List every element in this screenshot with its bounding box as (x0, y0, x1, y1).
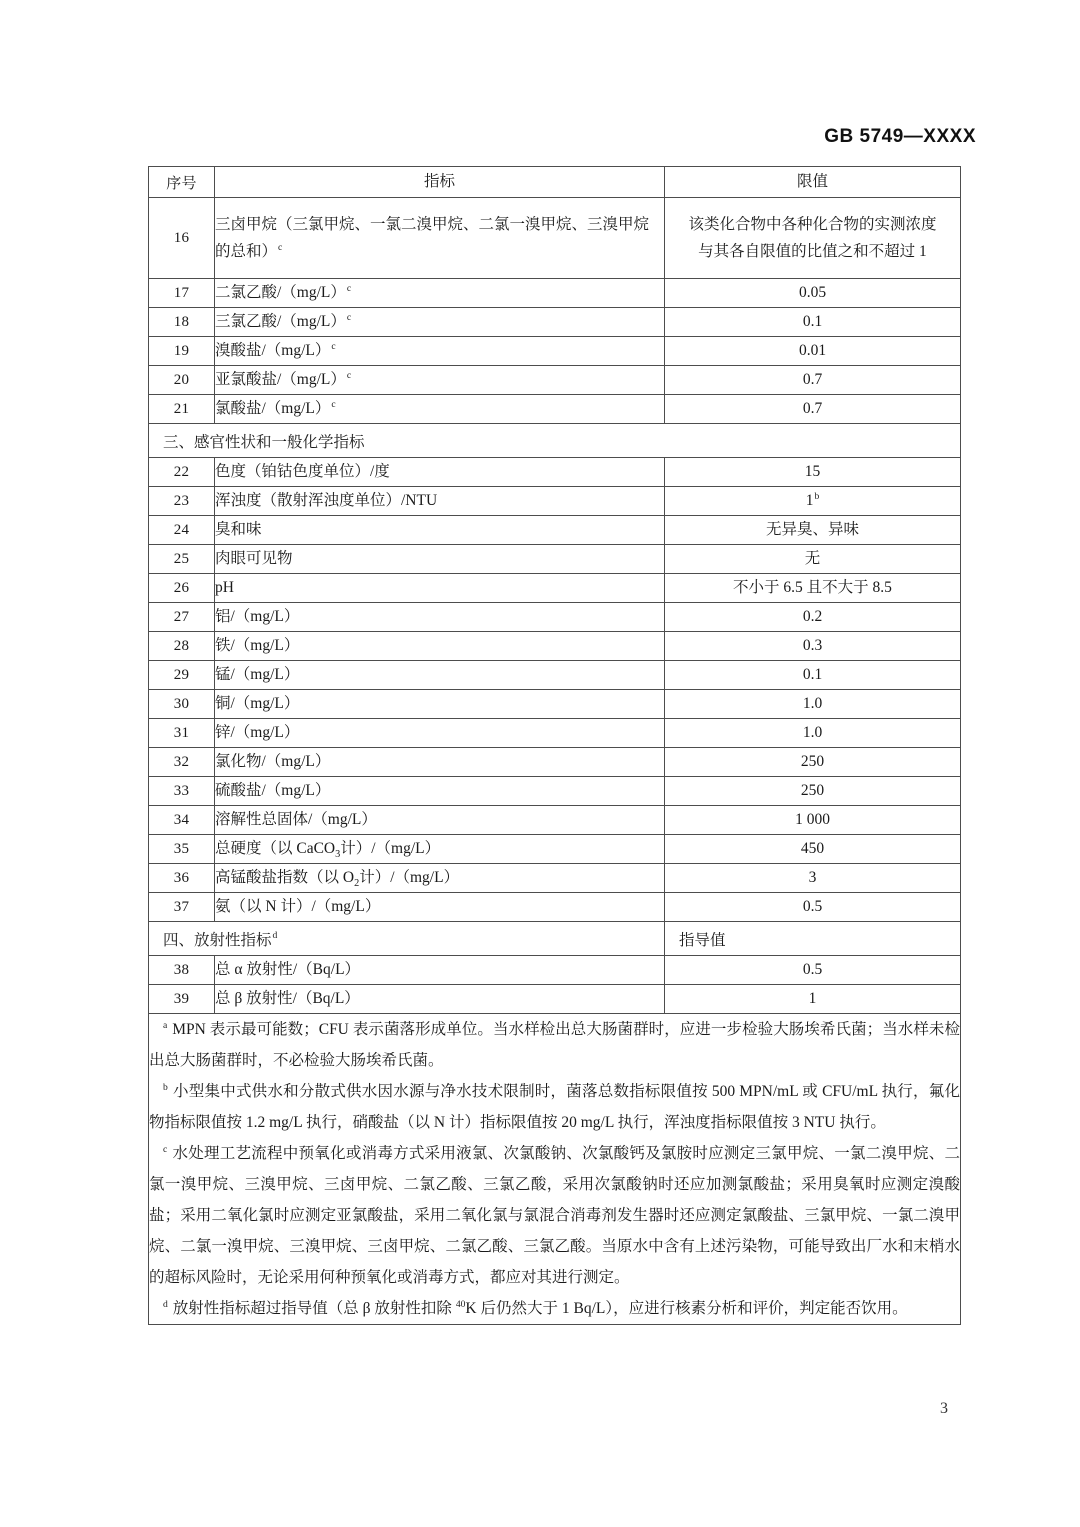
row-item-text-post: 计）/（mg/L） (340, 840, 441, 858)
row-item: 浑浊度（散射浑浊度单位）/NTU (215, 487, 665, 516)
row-item (215, 198, 665, 279)
footnote-text: 小型集中式供水和分散式供水因水源与净水技术限制时，菌落总数指标限值按 500 MPN/mL 或 CFU/mL 执行，氟化物指标限值按 1.2 mg/L 执行，硝酸盐（以 N 计）指标限值按 20 mg/L 执行，浑浊度指标限值按 3 NTU 执行。 (149, 1083, 960, 1131)
row-item: 铁/（mg/L） (215, 632, 665, 661)
footnote-c (149, 1138, 960, 1293)
row-item-footnote-ref: c (346, 283, 352, 295)
row-limit (665, 487, 961, 516)
table-row (149, 690, 961, 719)
table-row (149, 748, 961, 777)
table-row (149, 985, 961, 1014)
table-row (149, 366, 961, 395)
row-number: 22 (149, 458, 215, 487)
row-number: 36 (149, 864, 215, 893)
row-limit: 0.5 (665, 956, 961, 985)
row-limit: 0.7 (665, 395, 961, 424)
row-item-text-post: 计）/（mg/L） (359, 869, 460, 887)
row-number: 19 (149, 337, 215, 366)
row-item-footnote-ref: c (278, 241, 283, 253)
row-limit: 0.1 (665, 308, 961, 337)
column-header-item: 指标 (215, 167, 665, 198)
row-limit: 0.2 (665, 603, 961, 632)
footnote-marker: a (163, 1019, 168, 1031)
row-number: 23 (149, 487, 215, 516)
water-quality-indicator-table (148, 166, 961, 1325)
row-number: 20 (149, 366, 215, 395)
row-item-text: 二氯乙酸/（mg/L） (215, 284, 346, 302)
table-row (149, 956, 961, 985)
row-limit: 1 (665, 985, 961, 1014)
row-item (215, 395, 665, 424)
row-limit: 无异臭、异味 (665, 516, 961, 545)
row-number: 18 (149, 308, 215, 337)
footnote-d (149, 1293, 960, 1324)
table-row (149, 661, 961, 690)
table-row (149, 719, 961, 748)
section-header-label (149, 922, 665, 956)
row-number: 34 (149, 806, 215, 835)
row-item: 肉眼可见物 (215, 545, 665, 574)
footnote-text-pre: 放射性指标超过指导值（总 β 放射性扣除 (172, 1300, 456, 1317)
column-header-no: 序号 (149, 167, 215, 198)
row-number: 25 (149, 545, 215, 574)
table-row (149, 632, 961, 661)
section-header-text: 四、放射性指标 (163, 931, 272, 949)
row-number: 38 (149, 956, 215, 985)
isotope-mass-number: 40 (455, 1298, 466, 1310)
row-item: 锰/（mg/L） (215, 661, 665, 690)
row-item (215, 308, 665, 337)
footnote-text-post: 后仍然大于 1 Bq/L），应进行核素分析和评价，判定能否饮用。 (476, 1300, 908, 1317)
footnote-b (149, 1076, 960, 1138)
table-row (149, 458, 961, 487)
table-header-row (149, 167, 961, 198)
row-limit-footnote-ref: b (814, 491, 820, 503)
row-number: 39 (149, 985, 215, 1014)
table-row (149, 864, 961, 893)
section-header-row-3 (149, 424, 961, 458)
row-limit: 0.7 (665, 366, 961, 395)
row-item: 氨（以 N 计）/（mg/L） (215, 893, 665, 922)
row-limit: 0.1 (665, 661, 961, 690)
row-number: 31 (149, 719, 215, 748)
row-limit-line2: 与其各自限值的比值之和不超过 1 (698, 243, 927, 260)
row-limit (665, 198, 961, 279)
table-row (149, 806, 961, 835)
row-limit: 3 (665, 864, 961, 893)
column-header-limit: 限值 (665, 167, 961, 198)
row-limit: 1 000 (665, 806, 961, 835)
row-item-text: 三卤甲烷（三氯甲烷、一氯二溴甲烷、二氯一溴甲烷、三溴甲烷的总和） (215, 215, 650, 260)
row-item-text-pre: 高锰酸盐指数（以 O (215, 869, 355, 887)
table-row (149, 835, 961, 864)
row-item: 锌/（mg/L） (215, 719, 665, 748)
row-item-footnote-ref: c (346, 312, 352, 324)
row-limit: 1.0 (665, 690, 961, 719)
row-item: 总 β 放射性/（Bq/L） (215, 985, 665, 1014)
row-item-text-pre: 总硬度（以 CaCO (215, 840, 336, 858)
table-row (149, 337, 961, 366)
row-number: 33 (149, 777, 215, 806)
table-body (149, 198, 961, 1325)
row-limit: 250 (665, 777, 961, 806)
footnote-text: 水处理工艺流程中预氧化或消毒方式采用液氯、次氯酸钠、次氯酸钙及氯胺时应测定三氯甲烷、一氯二溴甲烷、二氯一溴甲烷、三溴甲烷、三卤甲烷、二氯乙酸、三氯乙酸，采用次氯酸钠时还应加测氯酸盐；采用臭氧时应测定溴酸盐；采用二氧化氯时应测定亚氯酸盐，采用二氧化氯与氯混合消毒剂发生器时还应测定氯酸盐、三氯甲烷、一氯二溴甲烷、二氯一溴甲烷、三溴甲烷、三卤甲烷、二氯乙酸、三氯乙酸。当原水中含有上述污染物，可能导致出厂水和末梢水的超标风险时，无论采用何种预氧化或消毒方式，都应对其进行测定。 (149, 1145, 960, 1286)
footnote-marker: c (163, 1143, 168, 1155)
table-row (149, 308, 961, 337)
row-item (215, 279, 665, 308)
table-row (149, 487, 961, 516)
row-number: 32 (149, 748, 215, 777)
row-item: 臭和味 (215, 516, 665, 545)
row-item-text: 亚氯酸盐/（mg/L） (215, 371, 346, 389)
footnotes-row (149, 1014, 961, 1325)
table-row (149, 198, 961, 279)
isotope-symbol: K (465, 1300, 477, 1317)
footnote-text: MPN 表示最可能数；CFU 表示菌落形成单位。当水样检出总大肠菌群时，应进一步检验大肠埃希氏菌；当水样未检出总大肠菌群时，不必检验大肠埃希氏菌。 (149, 1021, 960, 1069)
section-header-footnote-ref: d (272, 930, 278, 942)
table-row (149, 395, 961, 424)
footnotes-cell (149, 1014, 961, 1325)
row-limit: 0.05 (665, 279, 961, 308)
footnote-marker: d (163, 1298, 168, 1310)
section-header-label: 三、感官性状和一般化学指标 (149, 424, 961, 458)
row-item: 色度（铂钴色度单位）/度 (215, 458, 665, 487)
row-item-text: 溴酸盐/（mg/L） (215, 342, 331, 360)
row-item (215, 835, 665, 864)
row-item-subscript: 2 (354, 878, 360, 890)
row-item (215, 864, 665, 893)
row-limit: 15 (665, 458, 961, 487)
row-number: 37 (149, 893, 215, 922)
row-item-footnote-ref: c (331, 399, 336, 411)
row-limit: 不小于 6.5 且不大于 8.5 (665, 574, 961, 603)
row-limit: 1.0 (665, 719, 961, 748)
row-limit: 0.5 (665, 893, 961, 922)
row-number: 26 (149, 574, 215, 603)
table-row (149, 279, 961, 308)
table-row (149, 574, 961, 603)
row-number: 17 (149, 279, 215, 308)
table-row (149, 777, 961, 806)
row-limit: 450 (665, 835, 961, 864)
row-limit: 0.01 (665, 337, 961, 366)
section-header-right-label: 指导值 (665, 922, 961, 956)
row-limit: 无 (665, 545, 961, 574)
row-item: 铝/（mg/L） (215, 603, 665, 632)
row-item: 硫酸盐/（mg/L） (215, 777, 665, 806)
row-item: pH (215, 574, 665, 603)
row-limit-value: 1 (805, 492, 814, 510)
standard-code-header: GB 5749—XXXX (824, 126, 976, 147)
table-row (149, 545, 961, 574)
row-limit: 250 (665, 748, 961, 777)
row-number: 16 (149, 198, 215, 279)
row-number: 24 (149, 516, 215, 545)
footnote-marker: b (163, 1081, 168, 1093)
section-header-row-4 (149, 922, 961, 956)
footnote-a (149, 1014, 960, 1076)
row-item-text: 氯酸盐/（mg/L） (215, 400, 331, 418)
table-row (149, 603, 961, 632)
row-item: 铜/（mg/L） (215, 690, 665, 719)
page-number: 3 (940, 1400, 948, 1417)
row-item: 氯化物/（mg/L） (215, 748, 665, 777)
row-number: 35 (149, 835, 215, 864)
row-item-footnote-ref: c (331, 341, 336, 353)
row-item-subscript: 3 (335, 849, 341, 861)
row-item-footnote-ref: c (346, 370, 352, 382)
row-number: 30 (149, 690, 215, 719)
row-item (215, 366, 665, 395)
row-limit-line1: 该类化合物中各种化合物的实测浓度 (688, 215, 937, 233)
row-number: 21 (149, 395, 215, 424)
row-limit: 0.3 (665, 632, 961, 661)
row-item: 总 α 放射性/（Bq/L） (215, 956, 665, 985)
row-item: 溶解性总固体/（mg/L） (215, 806, 665, 835)
row-number: 27 (149, 603, 215, 632)
row-item-text: 三氯乙酸/（mg/L） (215, 313, 346, 331)
row-number: 28 (149, 632, 215, 661)
table-row (149, 893, 961, 922)
row-number: 29 (149, 661, 215, 690)
row-item (215, 337, 665, 366)
table-row (149, 516, 961, 545)
